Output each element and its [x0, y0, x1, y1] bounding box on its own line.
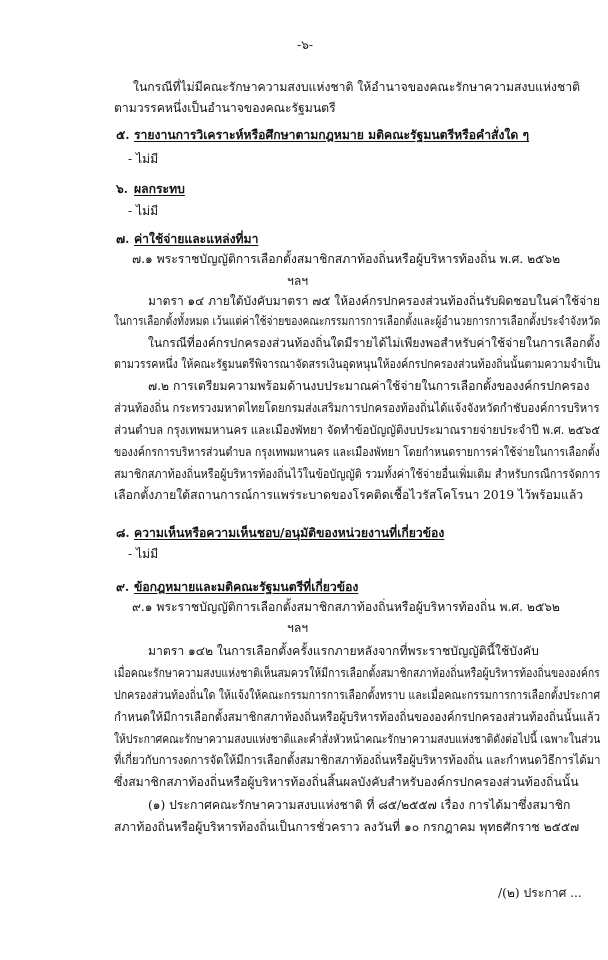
paragraph-line: เมื่อคณะรักษาความสงบแห่งชาติเห็นสมควรให้มีการเลือกตั้งสมาชิกสภาท้องถิ่นหรือผู้บริหารท้องถิ่นขององค์กร: [114, 666, 600, 680]
paragraph-line: มาตรา ๑๔๒ ในการเลือกตั้งครั้งแรกภายหลังจากที่พระราชบัญญัตินี้ใช้บังคับ: [148, 644, 539, 658]
section-6-number: ๖.: [116, 182, 128, 196]
paragraph-line: ในกรณีที่ไม่มีคณะรักษาความสงบแห่งชาติ ให้อำนาจของคณะรักษาความสงบแห่งชาติ: [133, 80, 581, 94]
section-8-number: ๘.: [116, 526, 130, 540]
paragraph-line: ให้ประกาศคณะรักษาความสงบแห่งชาติและคำสั่งหัวหน้าคณะรักษาความสงบแห่งชาติดังต่อไปนี้ เฉพาะในส่วน: [114, 732, 601, 746]
section-6-item: - ไม่มี: [128, 204, 159, 218]
subsection-9-1: ๙.๑ พระราชบัญญัติการเลือกตั้งสมาชิกสภาท้องถิ่นหรือผู้บริหารท้องถิ่น พ.ศ. ๒๕๖๒: [132, 600, 560, 614]
ellipsis-mark: ฯลฯ: [287, 621, 309, 635]
paragraph-line: ของงค์กรการบริหารส่วนตำบล กรุงเทพมหานคร และเมืองพัทยา โดยกำหนดรายการค่าใช้จ่ายในการเลือกตั้ง: [114, 445, 600, 459]
section-7-heading: ค่าใช้จ่ายและแหล่งที่มา: [134, 232, 259, 246]
page-number: -๖-: [297, 38, 313, 52]
subsection-7-1: ๗.๑ พระราชบัญญัติการเลือกตั้งสมาชิกสภาท้องถิ่นหรือผู้บริหารท้องถิ่น พ.ศ. ๒๕๖๒: [132, 252, 561, 266]
paragraph-line: ในการเลือกตั้งทั้งหมด เว้นแต่ค่าใช้จ่ายของคณะกรรมการการเลือกตั้งและผู้อำนวยการการเลือกตั้งประจำจังหวัด: [114, 314, 601, 328]
paragraph-line: กำหนดให้มีการเลือกตั้งสมาชิกสภาท้องถิ่นหรือผู้บริหารท้องถิ่นขององค์กรปกครองส่วนท้องถิ่นนั้นแล้ว: [114, 710, 601, 724]
subsection-7-2: ๗.๒ การเตรียมความพร้อมด้านงบประมาณค่าใช้จ่ายในการเลือกตั้งของงค์กรปกครอง: [148, 379, 590, 393]
section-5-number: ๕.: [116, 128, 130, 142]
section-8-heading: ความเห็นหรือความเห็นชอบ/อนุมัติของหน่วยงานที่เกี่ยวข้อง: [134, 526, 445, 540]
section-9-heading: ข้อกฎหมายและมติคณะรัฐมนตรีที่เกี่ยวข้อง: [134, 580, 359, 594]
section-5-heading: รายงานการวิเคราะห์หรือศึกษาตามกฎหมาย มติคณะรัฐมนตรีหรือคำสั่งใด ๆ: [134, 128, 530, 142]
section-6-heading: ผลกระทบ: [134, 182, 185, 196]
section-8-item: - ไม่มี: [128, 547, 159, 561]
paragraph-line: ปกครองส่วนท้องถิ่นใด ให้แจ้งให้คณะกรรมการการเลือกตั้งทราบ และเมื่อคณะกรรมการการเลือกตั้งประกาศ: [114, 688, 601, 702]
section-9-number: ๙.: [116, 580, 130, 594]
list-item-1: (๑) ประกาศคณะรักษาความสงบแห่งชาติ ที่ ๘๕/๒๕๕๗ เรื่อง การได้มาซึ่งสมาชิก: [148, 798, 571, 812]
paragraph-line: สภาท้องถิ่นหรือผู้บริหารท้องถิ่นเป็นการชั่วคราว ลงวันที่ ๑๐ กรกฎาคม พุทธศักราช ๒๕๕๗: [114, 820, 580, 834]
paragraph-line: ตามวรรคหนึ่ง ให้คณะรัฐมนตรีพิจารณาจัดสรรเงินอุดหนุนให้องค์กรปกครองส่วนท้องถิ่นนั้นตามความจำเป็น: [114, 357, 601, 371]
paragraph-line: สมาชิกสภาท้องถิ่นหรือผู้บริหารท้องถิ่นไว้ในข้อบัญญัติ รวมทั้งค่าใช้จ่ายอื่นเพิ่มเติม สำหรับกรณีการจัดการ: [114, 467, 601, 481]
ellipsis-mark: ฯลฯ: [287, 274, 309, 288]
paragraph-line: มาตรา ๑๔ ภายใต้บังคับมาตรา ๗๕ ให้องค์กรปกครองส่วนท้องถิ่นรับผิดชอบในค่าใช้จ่าย: [148, 294, 601, 308]
paragraph-line: เลือกตั้งภายใต้สถานการณ์การแพร่ระบาดของโรคติดเชื้อไวรัสโคโรนา 2019 ไว้พร้อมแล้ว: [114, 488, 584, 502]
continuation-marker: /(๒) ประกาศ ...: [498, 886, 582, 900]
section-7-number: ๗.: [116, 232, 130, 246]
paragraph-line: ในกรณีที่องค์กรปกครองส่วนท้องถิ่นใดมีรายได้ไม่เพียงพอสำหรับค่าใช้จ่ายในการเลือกตั้ง: [148, 336, 601, 350]
paragraph-line: ส่วนท้องถิ่น กระทรวงมหาดไทยโดยกรมส่งเสริมการปกครองท้องถิ่นได้แจ้งจังหวัดกำชับองค์การบริหาร: [114, 401, 600, 415]
paragraph-line: ที่เกี่ยวกับการงดการจัดให้มีการเลือกตั้งสมาชิกสภาท้องถิ่นหรือผู้บริหารท้องถิ่น และกำหนดวิธีการได้มา: [114, 753, 601, 767]
section-5-item: - ไม่มี: [128, 152, 159, 166]
paragraph-line: ส่วนตำบล กรุงเทพมหานคร และเมืองพัทยา จัดทำข้อบัญญัติงบประมาณรายจ่ายประจำปี พ.ศ. ๒๕๖๕: [114, 423, 601, 437]
paragraph-line: ซึ่งสมาชิกสภาท้องถิ่นหรือผู้บริหารท้องถิ่นสิ้นผลบังคับสำหรับองค์กรปกครองส่วนท้องถิ่นนั้น: [114, 775, 579, 789]
paragraph-line: ตามวรรคหนึ่งเป็นอำนาจของคณะรัฐมนตรี: [114, 101, 336, 115]
